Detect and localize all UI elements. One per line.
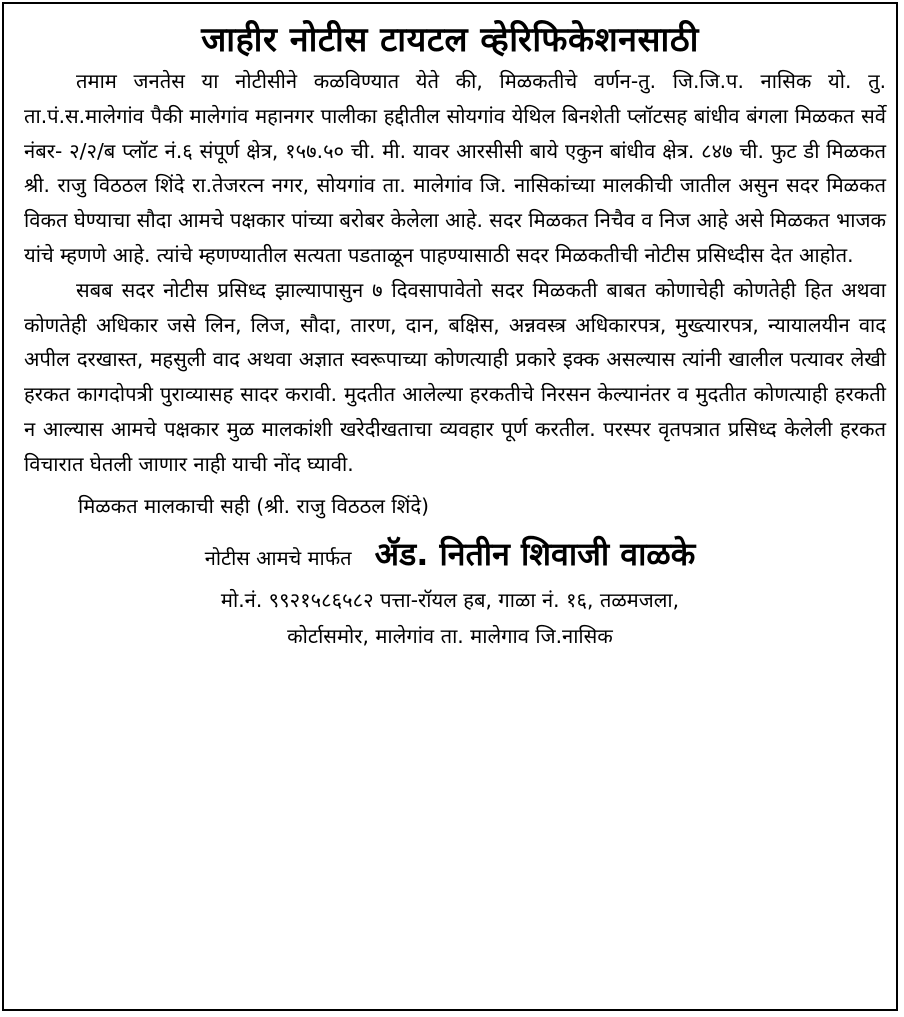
public-notice bbox=[2, 2, 898, 1011]
advocate-name: ॲड. नितीन शिवाजी वाळके bbox=[374, 534, 696, 573]
advocate-row bbox=[4, 532, 896, 582]
owner-signature: मिळकत मालकाची सही (श्री. राजु विठठल शिंदे) bbox=[78, 493, 429, 518]
notice-paragraph-2: सबब सदर नोटीस प्रसिध्द झाल्यापासुन ७ दिवसापावेतो सदर मिळकती बाबत कोणाचेही कोणतेही हित अथवा कोणतेही अधिकार जसे लिन, लिज, सौदा, तारण, दान, बक्षिस, अन्नवस्त्र अधिकारपत्र, मुख्त्यारपत्र, न्यायालयीन वाद अपील दरखास्त, महसुली वाद अथवा अज्ञात स्वरूपाच्या कोणत्याही प्रकारे इक्क असल्यास त्यांनी खालील पत्यावर लेखी हरकत कागदोपत्री पुराव्यासह सादर करावी. मुदतीत आलेल्या हरकतीचे निरसन केल्यानंतर व मुदतीत कोणत्याही हरकती न आल्यास आमचे पक्षकार मुळ मालकांशी खरेदीखताचा व्यवहार पूर्ण करतील. परस्पर वृतपत्रात प्रसिध्द केलेली हरकत विचारात घेतली जाणार नाही याची नोंद घ्यावी. bbox=[24, 277, 886, 476]
address-line-1: मो.नं. ९९२१५८६५८२ पत्ता-रॉयल हब, गाळा नं. १६, तळमजला, bbox=[220, 587, 680, 612]
notice-title: जाहीर नोटीस टायटल व्हेरिफिकेशनसाठी bbox=[201, 20, 699, 60]
notice-paragraph-1: तमाम जनतेस या नोटीसीने कळविण्यात येते की, मिळकतीचे वर्णन-तु. जि.जि.प. नासिक यो. तु. ता.पं.स.मालेगांव पैकी मालेगांव महानगर पालीका हद्दीतील सोयगांव येथिल बिनशेती प्लॉटसह बांधीव बंगला मिळकत सर्वे नंबर- २/२/ब प्लॉट नं.६ संपूर्ण क्षेत्र, १५७.५० ची. मी. यावर आरसीसी बाये एकुन बांधीव क्षेत्र. ८४७ ची. फुट डी मिळकत श्री. राजु विठठल शिंदे रा.तेजरत्न नगर, सोयगांव ता. मालेगांव जि. नासिकांच्या मालकीची जातील असुन सदर मिळकत विकत घेण्याचा सौदा आमचे पक्षकार पांच्या बरोबर केलेला आहे. सदर मिळकत निचैव व निज आहे असे मिळकत भाजक यांचे म्हणणे आहे. त्यांचे म्हणण्यातील सत्यता पडताळून पाहण्यासाठी सदर मिळकतीची नोटीस प्रसिध्दीस देत आहोत. bbox=[24, 69, 887, 267]
address-line-2: कोर्टासमोर, मालेगांव ता. मालेगाव जि.नासिक bbox=[287, 623, 613, 648]
advocate-label: नोटीस आमचे मार्फत bbox=[204, 545, 352, 570]
